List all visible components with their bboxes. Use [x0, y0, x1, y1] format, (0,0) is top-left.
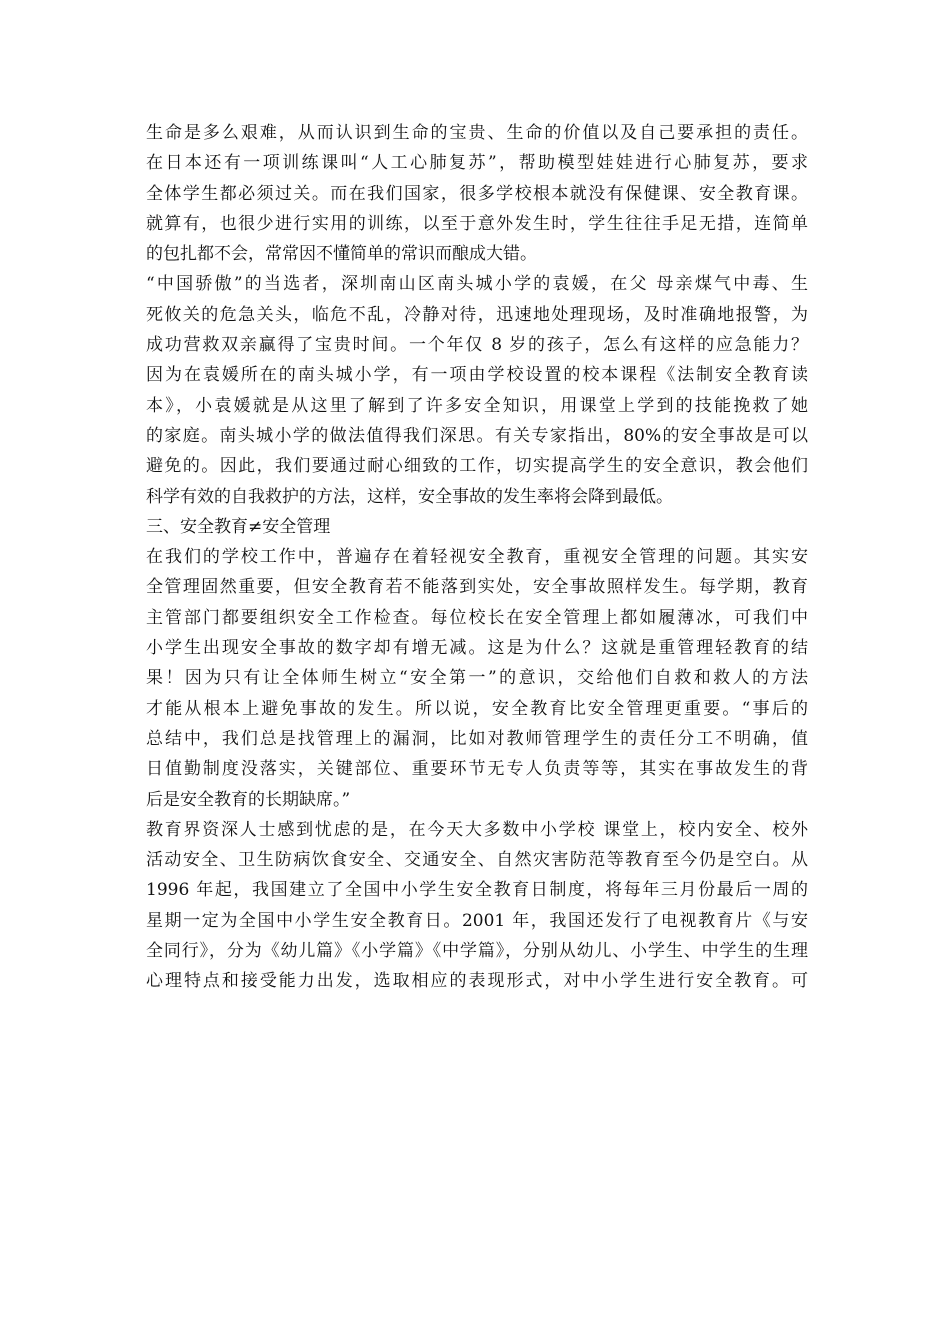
- text-line: 活动安全、卫生防病饮食安全、交通安全、自然灾害防范等教育至今仍是空白。从: [146, 850, 808, 871]
- text-line: 果！因为只有让全体师生树立“安全第一”的意识，交给他们自救和救人的方法: [146, 668, 808, 689]
- text-line: 的家庭。南头城小学的做法值得我们深思。有关专家指出，80%的安全事故是可以: [146, 425, 808, 446]
- text-line: 主管部门都要组织安全工作检查。每位校长在安全管理上都如履薄冰，可我们中: [146, 607, 808, 628]
- section-heading: 三、安全教育≠安全管理: [146, 516, 331, 537]
- text-line: “中国骄傲”的当选者，深圳南山区南头城小学的袁媛，在父 母亲煤气中毒、生: [146, 274, 808, 295]
- text-line: 在日本还有一项训练课叫“人工心肺复苏”，帮助模型娃娃进行心肺复苏，要求: [146, 153, 808, 174]
- text-line: 科学有效的自我救护的方法，这样，安全事故的发生率将会降到最低。: [146, 486, 673, 507]
- text-line: 生命是多么艰难，从而认识到生命的宝贵、生命的价值以及自己要承担的责任。: [146, 123, 808, 143]
- text-line: 小学生出现安全事故的数字却有增无减。这是为什么？这就是重管理轻教育的结: [146, 638, 808, 659]
- text-line: 因为在袁媛所在的南头城小学，有一项由学校设置的校本课程《法制安全教育读: [146, 365, 808, 386]
- text-line: 死攸关的危急关头，临危不乱，冷静对待，迅速地处理现场，及时准确地报警，为: [146, 304, 808, 325]
- text-line: 总结中，我们总是找管理上的漏洞，比如对教师管理学生的责任分工不明确，值: [146, 728, 808, 749]
- text-line: 星期一定为全国中小学生安全教育日。2001 年，我国还发行了电视教育片《与安: [146, 910, 808, 931]
- text-line: 日值勤制度没落实，关键部位、重要环节无专人负责等等，其实在事故发生的背: [146, 759, 808, 780]
- document-body: [146, 118, 808, 997]
- text-line: 后是安全教育的长期缺席。”: [146, 789, 351, 810]
- text-line: 在我们的学校工作中，普遍存在着轻视安全教育，重视安全管理的问题。其实安: [146, 547, 808, 568]
- text-line: 1996 年起，我国建立了全国中小学生安全教育日制度，将每年三月份最后一周的: [146, 880, 808, 901]
- text-line: 成功营救双亲赢得了宝贵时间。一个年仅 8 岁的孩子，怎么有这样的应急能力？: [146, 335, 808, 356]
- text-line: 才能从根本上避免事故的发生。所以说，安全教育比安全管理更重要。“事后的: [146, 698, 808, 719]
- text-line: 本》，小袁媛就是从这里了解到了许多安全知识，用课堂上学到的技能挽救了她: [146, 395, 808, 416]
- text-line: 全同行》，分为《幼儿篇》《小学篇》《中学篇》，分别从幼儿、小学生、中学生的生理: [146, 941, 808, 962]
- text-line: 避免的。因此，我们要通过耐心细致的工作，切实提高学生的安全意识，教会他们: [146, 456, 808, 477]
- text-line: 心理特点和接受能力出发，选取相应的表现形式，对中小学生进行安全教育。可: [146, 971, 808, 992]
- text-line: 就算有，也很少进行实用的训练，以至于意外发生时，学生往往手足无措，连简单: [146, 213, 808, 234]
- text-line: 的包扎都不会，常常因不懂简单的常识而酿成大错。: [146, 244, 537, 265]
- text-line: 全体学生都必须过关。而在我们国家，很多学校根本就没有保健课、安全教育课。: [146, 183, 808, 204]
- text-line: 教育界资深人士感到忧虑的是，在今天大多数中小学校 课堂上，校内安全、校外: [146, 819, 808, 840]
- text-line: 全管理固然重要，但安全教育若不能落到实处，安全事故照样发生。每学期，教育: [146, 577, 808, 598]
